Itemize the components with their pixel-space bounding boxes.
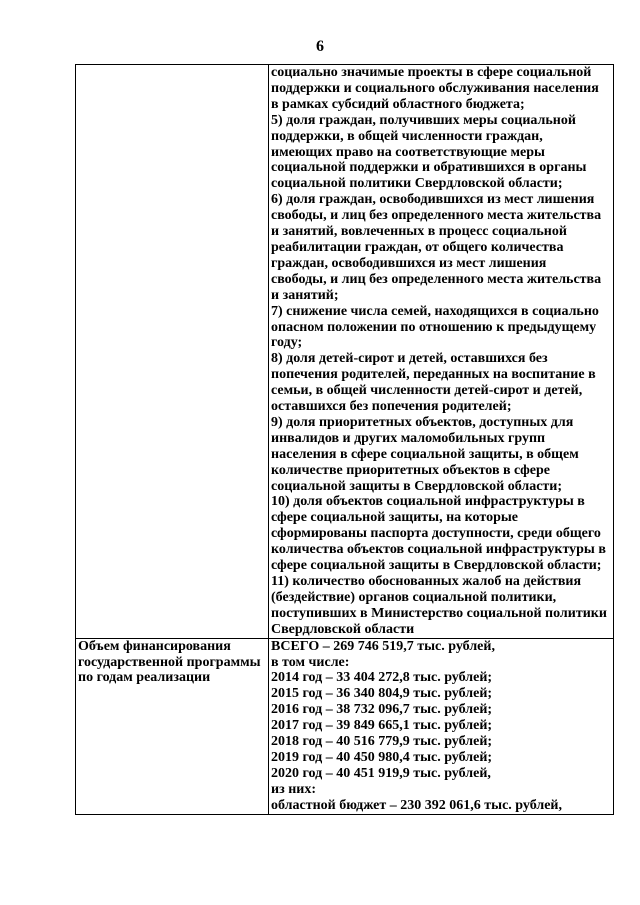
text-line: социальной поддержки и обратившихся в органы <box>271 160 587 176</box>
text-line: году; <box>271 335 303 351</box>
text-line: семьи, в общей численности детей-сирот и детей, <box>271 383 583 399</box>
text-line: 2016 год – 38 732 096,7 тыс. рублей; <box>271 702 493 718</box>
label-line: по годам реализации <box>78 670 211 686</box>
text-line: опасном положении по отношению к предыдущему <box>271 319 597 335</box>
row-label-empty <box>76 65 269 639</box>
text-line: 2019 год – 40 450 980,4 тыс. рублей; <box>271 749 493 765</box>
text-line: количества объектов социальной инфраструктуры в <box>271 542 606 558</box>
text-line: социально значимые проекты в сфере социальной <box>271 65 592 80</box>
label-line: Объем финансирования <box>78 638 231 654</box>
text-line: имеющих право на соответствующие меры <box>271 144 545 160</box>
text-line: населения в сфере социальной защиты, в общем <box>271 446 579 462</box>
text-line: 9) доля приоритетных объектов, доступных для <box>271 414 574 430</box>
text-line: 5) доля граждан, получивших меры социальной <box>271 112 576 128</box>
text-line: свободы, и лиц без определенного места жительства <box>271 271 602 287</box>
text-line: Свердловской области <box>271 621 415 637</box>
text-line: 11) количество обоснованных жалоб на действия <box>271 574 582 589</box>
text-line: и занятий; <box>271 287 339 303</box>
text-line: количестве приоритетных объектов в сфере <box>271 462 550 478</box>
text-line: поступивших в Министерство социальной политики <box>271 605 607 621</box>
text-line: свободы, и лиц без определенного места жительства <box>271 208 602 224</box>
text-line: сфере социальной защиты, на которые <box>271 510 518 526</box>
text-line: 2017 год – 39 849 665,1 тыс. рублей; <box>271 718 493 734</box>
label-line: государственной программы <box>78 654 261 670</box>
table-row-indicators <box>76 65 614 639</box>
text-line: 2018 год – 40 516 779,9 тыс. рублей; <box>271 734 493 750</box>
text-line: граждан, освободившихся из мест лишения <box>271 255 547 271</box>
text-line: оставшихся без попечения родителей; <box>271 399 512 415</box>
indicators-content <box>269 65 614 639</box>
text-line: в том числе: <box>271 654 350 670</box>
text-line: в рамках субсидий областного бюджета; <box>271 96 525 112</box>
text-line: поддержки, в общей численности граждан, <box>271 128 543 144</box>
text-line: областной бюджет – 230 392 061,6 тыс. рублей, <box>271 797 562 813</box>
text-line: ВСЕГО – 269 746 519,7 тыс. рублей, <box>271 638 495 654</box>
text-line: 2015 год – 36 340 804,9 тыс. рублей; <box>271 686 493 702</box>
text-line: инвалидов и других маломобильных групп <box>271 430 546 446</box>
text-line: реабилитации граждан, от общего количества <box>271 239 564 255</box>
text-line: поддержки и социального обслуживания населения <box>271 80 599 96</box>
text-line: 2020 год – 40 451 919,9 тыс. рублей, <box>271 765 491 781</box>
text-line: из них: <box>271 781 316 797</box>
text-line: 10) доля объектов социальной инфраструктуры в <box>271 494 585 510</box>
text-line: сфере социальной защиты в Свердловской области; <box>271 558 602 574</box>
text-line: социальной политики Свердловской области; <box>271 176 563 192</box>
text-line: и занятий, вовлеченных в процесс социальной <box>271 224 567 240</box>
financing-content <box>269 638 614 814</box>
text-line: 8) доля детей-сирот и детей, оставшихся без <box>271 351 548 367</box>
text-line: сформированы паспорта доступности, среди общего <box>271 526 601 542</box>
text-line: попечения родителей, переданных на воспитание в <box>271 367 596 383</box>
text-line: социальной защиты в Свердловской области; <box>271 478 563 494</box>
financing-label <box>76 638 269 814</box>
text-line: (бездействие) органов социальной политики, <box>271 589 557 605</box>
text-line: 6) доля граждан, освободившихся из мест лишения <box>271 192 595 208</box>
program-passport-table <box>75 64 614 815</box>
page-number: 6 <box>316 38 324 55</box>
table-row-financing <box>76 638 614 814</box>
text-line: 7) снижение числа семей, находящихся в социально <box>271 303 599 319</box>
text-line: 2014 год – 33 404 272,8 тыс. рублей; <box>271 670 493 686</box>
